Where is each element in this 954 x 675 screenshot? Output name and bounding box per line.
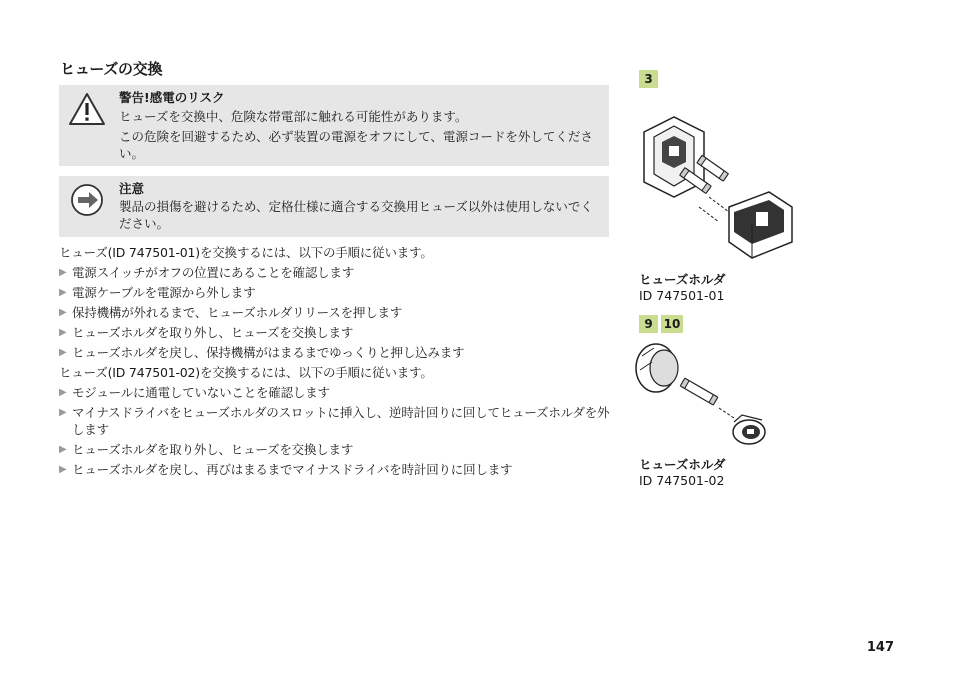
list-item: ▶ ヒューズホルダを戻し、再びはまるまでマイナスドライバを時計回りに回します bbox=[59, 462, 513, 477]
figure-tag: 9 bbox=[639, 315, 658, 333]
list-item: ▶ ヒューズホルダを戻し、保持機構がはまるまでゆっくりと押し込みます bbox=[59, 345, 465, 360]
bullet-arrow-icon: ▶ bbox=[59, 267, 67, 278]
bullet-arrow-icon: ▶ bbox=[59, 347, 67, 358]
list-item: ▶ 電源ケーブルを電源から外します bbox=[59, 285, 256, 300]
procedure1-intro: ヒューズ(ID 747501-01)を交換するには、以下の手順に従います。 bbox=[59, 245, 433, 260]
page-number: 147 bbox=[866, 640, 894, 655]
list-item: ▶ 保持機構が外れるまで、ヒューズホルダリリースを押します bbox=[59, 305, 403, 320]
list-item: ▶ 電源スイッチがオフの位置にあることを確認します bbox=[59, 265, 355, 280]
note-box bbox=[59, 176, 609, 237]
section-title: ヒューズの交換 bbox=[60, 60, 163, 78]
warning-title: 警告!感電のリスク bbox=[119, 90, 225, 105]
figure1-caption-title: ヒューズホルダ bbox=[639, 272, 726, 287]
figure-tag: 10 bbox=[661, 315, 683, 333]
note-text: 製品の損傷を避けるため、定格仕様に適合する交換用ヒューズ以外は使用しないでください。 bbox=[119, 199, 593, 231]
figure2-caption-title: ヒューズホルダ bbox=[639, 457, 726, 472]
list-item: ▶ ヒューズホルダを取り外し、ヒューズを交換します bbox=[59, 325, 354, 340]
list-item: ▶ モジュールに通電していないことを確認します bbox=[59, 385, 330, 400]
bullet-arrow-icon: ▶ bbox=[59, 464, 67, 475]
figure-tag: 3 bbox=[639, 70, 658, 88]
warning-box bbox=[59, 85, 609, 166]
note-title: 注意 bbox=[119, 181, 145, 196]
warning-triangle-icon bbox=[67, 91, 107, 131]
bullet-arrow-icon: ▶ bbox=[59, 287, 67, 298]
warning-text-1: ヒューズを交換中、危険な帯電部に触れる可能性があります。 bbox=[119, 109, 468, 124]
arrow-right-circle-icon bbox=[67, 182, 107, 226]
bullet-arrow-icon: ▶ bbox=[59, 444, 67, 455]
list-item: ▶ マイナスドライバをヒューズホルダのスロットに挿入し、逆時計回りに回してヒューズホルダを外します bbox=[59, 405, 610, 437]
figure2-caption-id: ID 747501-02 bbox=[639, 473, 725, 488]
list-item: ▶ ヒューズホルダを取り外し、ヒューズを交換します bbox=[59, 442, 354, 457]
bullet-arrow-icon: ▶ bbox=[59, 327, 67, 338]
fuse-holder-illustration-1 bbox=[634, 112, 794, 266]
warning-text-2: この危険を回避するため、必ず装置の電源をオフにして、電源コードを外してください。 bbox=[119, 129, 593, 161]
procedure-list bbox=[59, 244, 619, 481]
bullet-arrow-icon: ▶ bbox=[59, 387, 67, 398]
fuse-holder-illustration-2 bbox=[634, 340, 774, 454]
bullet-arrow-icon: ▶ bbox=[59, 407, 67, 418]
procedure2-intro: ヒューズ(ID 747501-02)を交換するには、以下の手順に従います。 bbox=[59, 365, 433, 380]
figure1-caption-id: ID 747501-01 bbox=[639, 288, 725, 303]
bullet-arrow-icon: ▶ bbox=[59, 307, 67, 318]
